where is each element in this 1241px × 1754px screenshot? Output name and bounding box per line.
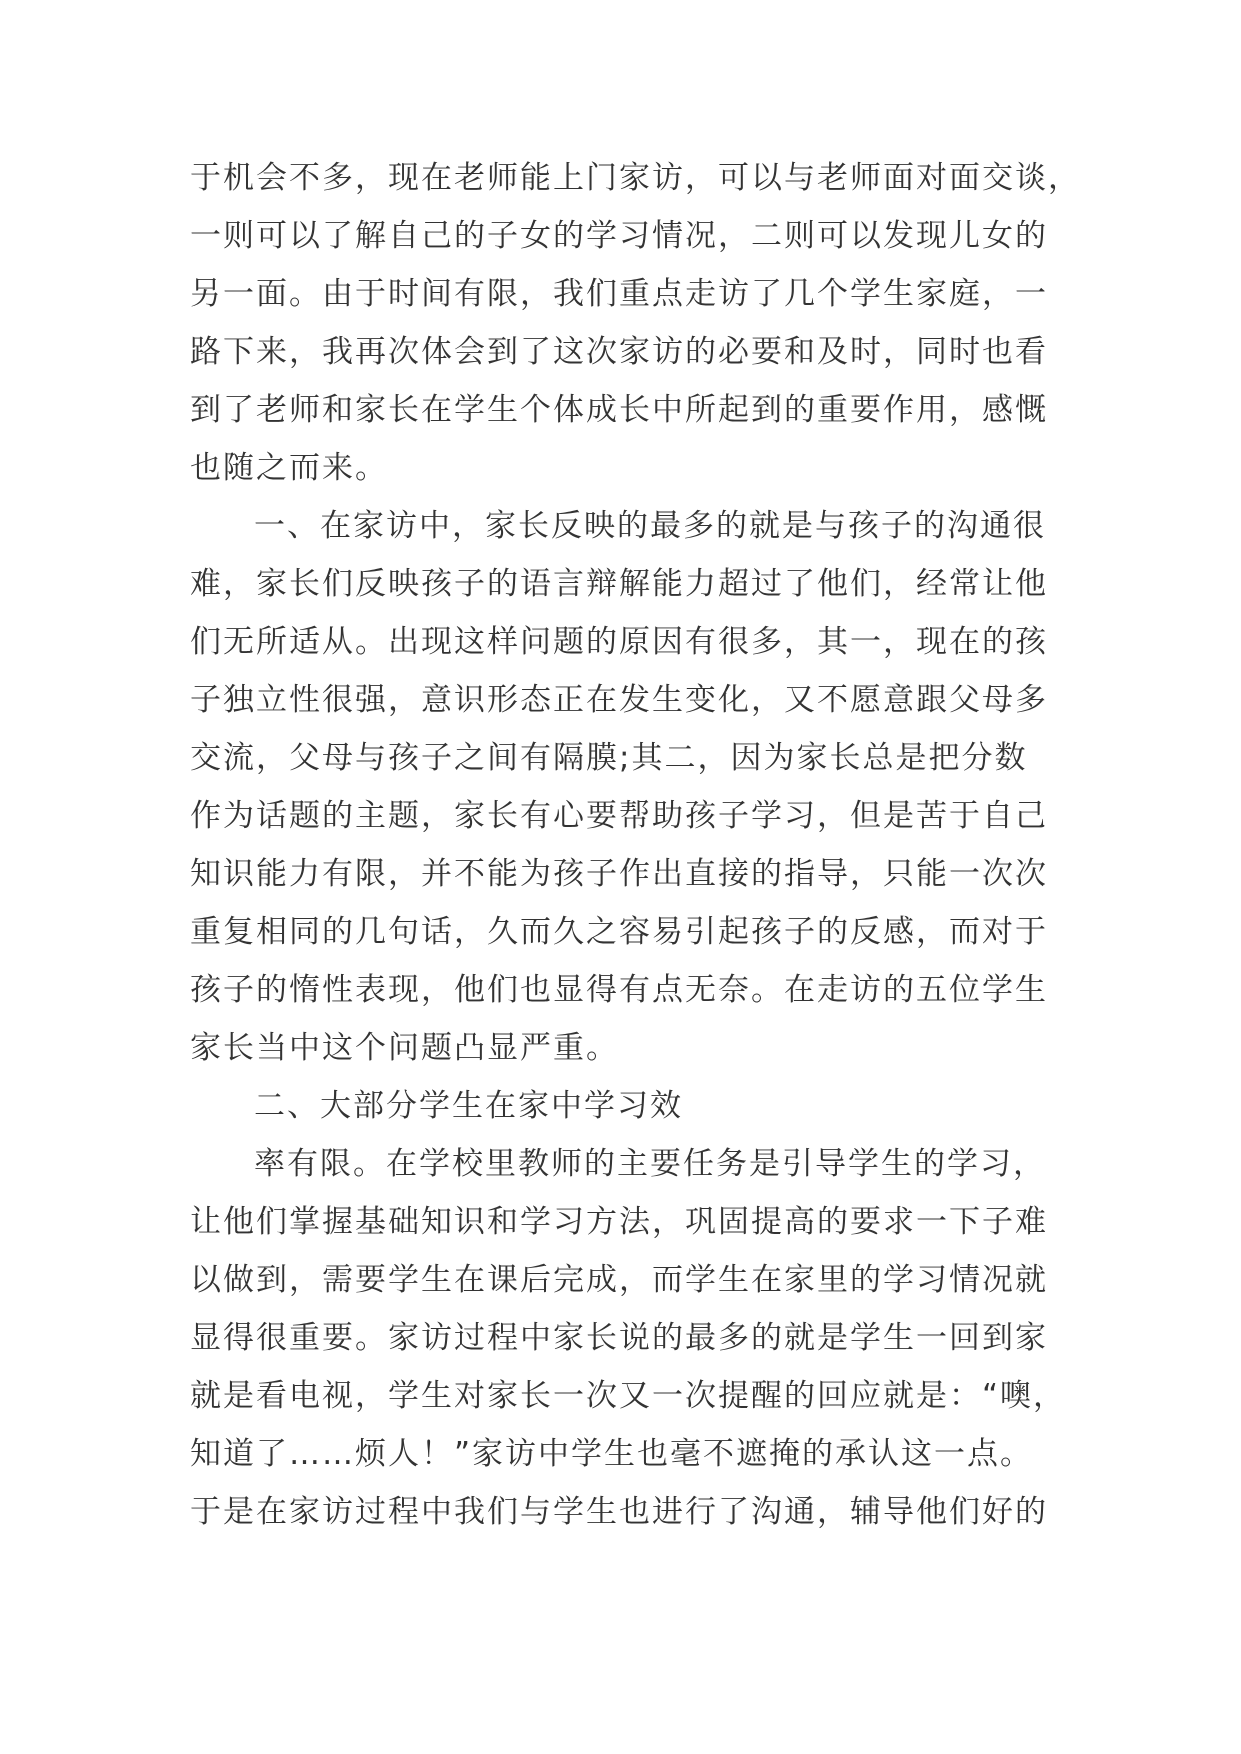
text-line: 于是在家访过程中我们与学生也进行了沟通，辅导他们好的 bbox=[190, 1494, 1048, 1530]
text-line: 就是看电视，学生对家长一次又一次提醒的回应就是：“噢， bbox=[190, 1378, 1067, 1414]
body-text bbox=[190, 149, 1081, 1541]
text-line: 让他们掌握基础知识和学习方法，巩固提高的要求一下子难 bbox=[190, 1204, 1048, 1240]
text-line: 们无所适从。出现这样问题的原因有很多，其一，现在的孩 bbox=[190, 624, 1048, 660]
text-line: 一则可以了解自己的子女的学习情况，二则可以发现儿女的 bbox=[190, 218, 1048, 254]
text-line: 到了老师和家长在学生个体成长中所起到的重要作用，感慨 bbox=[190, 392, 1048, 428]
text-line: 交流，父母与孩子之间有隔膜;其二，因为家长总是把分数 bbox=[190, 740, 1028, 776]
text-line: 于机会不多，现在老师能上门家访，可以与老师面对面交谈， bbox=[190, 160, 1081, 196]
text-line: 重复相同的几句话，久而久之容易引起孩子的反感，而对于 bbox=[190, 914, 1048, 950]
text-line: 二、大部分学生在家中学习效 bbox=[254, 1088, 683, 1124]
text-line: 率有限。在学校里教师的主要任务是引导学生的学习， bbox=[254, 1146, 1046, 1182]
text-line: 难，家长们反映孩子的语言辩解能力超过了他们，经常让他 bbox=[190, 566, 1048, 602]
text-line: 以做到，需要学生在课后完成，而学生在家里的学习情况就 bbox=[190, 1262, 1048, 1298]
text-line: 家长当中这个问题凸显严重。 bbox=[190, 1030, 619, 1066]
text-line: 也随之而来。 bbox=[190, 450, 388, 486]
text-line: 知道了……烦人！”家访中学生也毫不遮掩的承认这一点。 bbox=[190, 1436, 1034, 1472]
text-line: 作为话题的主题，家长有心要帮助孩子学习，但是苦于自己 bbox=[190, 798, 1048, 834]
text-line: 显得很重要。家访过程中家长说的最多的就是学生一回到家 bbox=[190, 1320, 1048, 1356]
text-line: 孩子的惰性表现，他们也显得有点无奈。在走访的五位学生 bbox=[190, 972, 1048, 1008]
text-line: 路下来，我再次体会到了这次家访的必要和及时，同时也看 bbox=[190, 334, 1048, 370]
text-line: 子独立性很强，意识形态正在发生变化，又不愿意跟父母多 bbox=[190, 682, 1048, 718]
text-line: 一、在家访中，家长反映的最多的就是与孩子的沟通很 bbox=[254, 508, 1046, 544]
text-line: 另一面。由于时间有限，我们重点走访了几个学生家庭，一 bbox=[190, 276, 1048, 312]
text-line: 知识能力有限，并不能为孩子作出直接的指导，只能一次次 bbox=[190, 856, 1048, 892]
